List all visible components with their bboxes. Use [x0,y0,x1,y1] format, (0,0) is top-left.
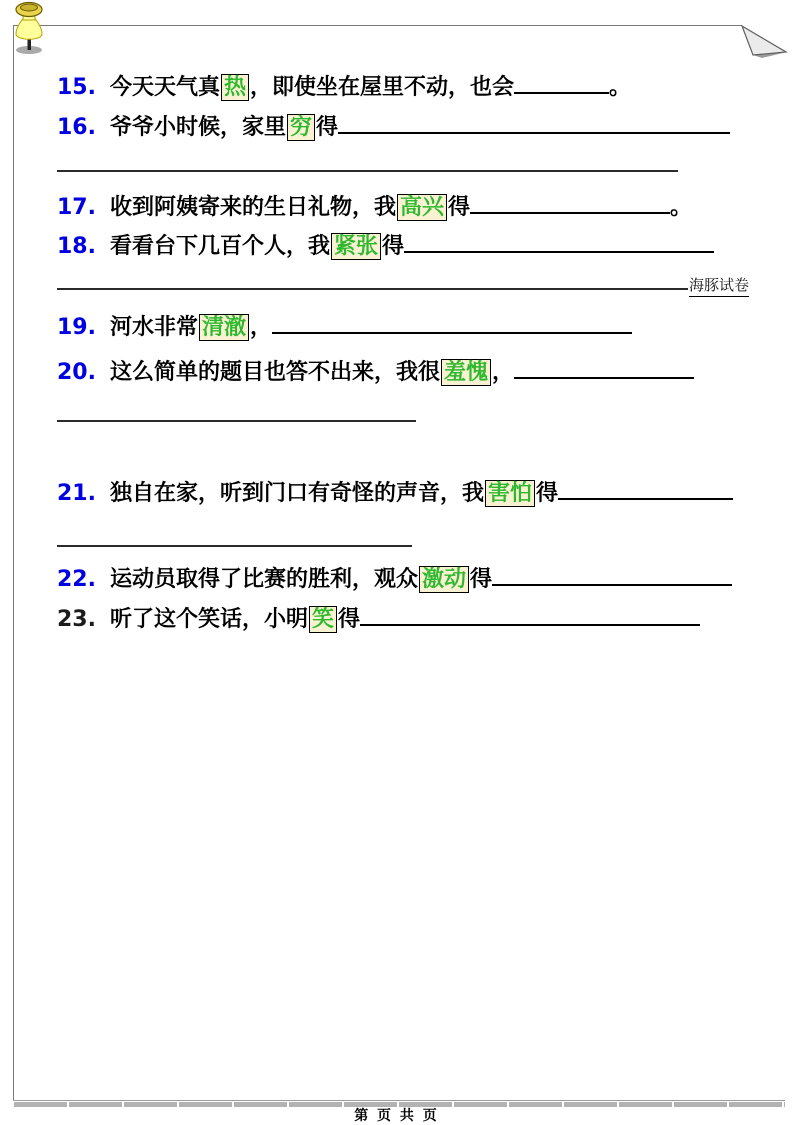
answer-blank [558,478,733,500]
question-text: ，即使坐在屋里不动，也会 [250,75,515,100]
question-text: 今天天气真 [110,75,221,100]
highlighted-word: 笑 [309,606,337,633]
question-content [110,360,694,385]
continuation-line [57,288,688,290]
question-row [57,312,632,343]
question-text: 运动员取得了比赛的胜利，观众 [110,567,419,592]
continuation-line [57,420,416,422]
question-text: 河水非常 [110,315,199,340]
highlighted-word: 热 [221,74,249,101]
page-bottom-edge [13,1100,785,1101]
answer-blank [514,357,694,379]
question-row [57,564,732,595]
question-content [110,195,692,220]
question-number: 16. [57,115,96,140]
highlighted-word: 穷 [287,114,315,141]
question-number: 23. [57,607,96,632]
question-content [110,481,733,506]
answer-blank [338,112,730,134]
highlighted-word: 羞愧 [441,359,491,386]
question-row [57,478,733,509]
question-text: 得 [448,195,471,220]
answer-blank [470,192,670,214]
answer-blank [272,312,632,334]
question-row [57,192,692,223]
question-text: 独自在家，听到门口有奇怪的声音，我 [110,481,485,506]
page-fold-corner-icon [740,24,790,60]
question-text: 听了这个笑话，小明 [110,607,309,632]
question-text: 得 [470,567,493,592]
question-content [110,234,714,259]
question-row [57,231,714,262]
question-text: 得 [382,234,405,259]
question-text: 这么简单的题目也答不出来，我很 [110,360,441,385]
answer-blank [360,604,700,626]
question-number: 22. [57,567,96,592]
question-text: 得 [316,115,339,140]
page-left-edge [13,25,14,1101]
highlighted-word: 紧张 [331,233,381,260]
question-number: 20. [57,360,96,385]
question-text: 收到阿姨寄来的生日礼物，我 [110,195,397,220]
question-content [110,115,730,140]
continuation-line [57,545,412,547]
question-text: 得 [536,481,559,506]
question-text: 看看台下几百个人，我 [110,234,331,259]
answer-blank [492,564,732,586]
question-row [57,112,730,143]
question-row [57,357,694,388]
question-content [110,315,632,340]
question-number: 21. [57,481,96,506]
question-text: ， [250,315,273,340]
watermark-label: 海豚试卷 [689,274,749,297]
page-footer: 第 页 共 页 [354,1108,439,1124]
question-row [57,72,631,103]
highlighted-word: 害怕 [485,480,535,507]
question-text: 。 [670,195,693,220]
continuation-line [57,170,678,172]
pushpin-icon [6,0,52,58]
answer-blank [514,72,609,94]
question-content [110,567,732,592]
question-number: 19. [57,315,96,340]
question-row [57,604,700,635]
question-text: 爷爷小时候，家里 [110,115,287,140]
highlighted-word: 高兴 [397,194,447,221]
highlighted-word: 激动 [419,566,469,593]
answer-blank [404,231,714,253]
page-top-edge [13,25,742,26]
question-number: 15. [57,75,96,100]
question-text: 。 [609,75,632,100]
question-content [110,75,631,100]
question-text: 得 [338,607,361,632]
question-number: 17. [57,195,96,220]
question-number: 18. [57,234,96,259]
question-content [110,607,700,632]
highlighted-word: 清澈 [199,314,249,341]
question-text: ， [492,360,515,385]
